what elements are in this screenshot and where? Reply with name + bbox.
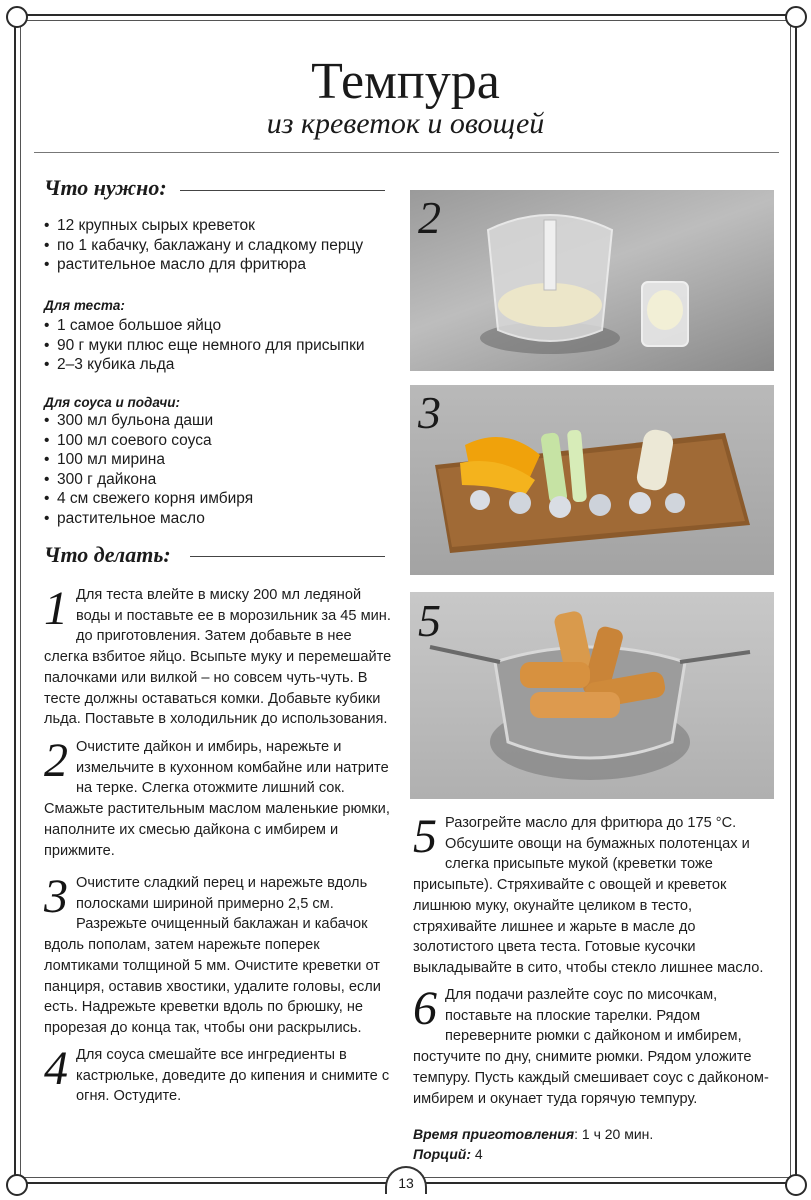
portions <box>413 1144 483 1164</box>
ingredients-heading-rule <box>180 190 385 191</box>
step-text: Для соуса смешайте все ингредиенты в кастрюльке, доведите до кипения и снимите с огня. Остудите. <box>76 1047 390 1105</box>
title-divider <box>34 152 779 153</box>
corner-ornament <box>785 1174 807 1196</box>
step-text: Для подачи разлейте соус по мисочкам, поставьте на плоские тарелки. Рядом переверните рюмки с дайконом и имбирем, постучите по дну, снимите рюмки. Рядом уложите темпуру. Пусть каждый смешивает соус с дайконом-имбирем и окунает туда горячую темпуру. <box>413 987 769 1107</box>
photo-step-5 <box>410 592 774 799</box>
tempura-photo-illustration <box>410 592 774 799</box>
batter-list <box>44 316 365 375</box>
batter-subheading: Для теста: <box>44 298 125 313</box>
prep-time <box>413 1124 653 1144</box>
photo-number: 2 <box>418 192 441 243</box>
portions-label: Порций: <box>413 1146 471 1162</box>
page-number: 13 <box>385 1166 427 1194</box>
step-6 <box>413 982 773 1109</box>
list-item: • 90 г муки плюс еще немного для присыпки <box>44 336 365 356</box>
step-number: 6 <box>413 982 437 1035</box>
sauce-list <box>44 411 253 529</box>
step-4 <box>44 1042 396 1107</box>
step-text: Очистите дайкон и имбирь, нарежьте и измельчите в кухонном комбайне или натрите на терке. Слегка отожмите лишний сок. Смажьте растительным маслом маленькие рюмки, наполните их смесью дайкона с имбирем и прижмите. <box>44 739 390 859</box>
list-item: • 100 мл соевого соуса <box>44 431 253 451</box>
list-item: • 300 г дайкона <box>44 470 253 490</box>
list-item: • растительное масло <box>44 509 253 529</box>
list-item: • растительное масло для фритюра <box>44 255 363 275</box>
list-item: • по 1 кабачку, баклажану и сладкому перцу <box>44 236 363 256</box>
step-number: 5 <box>413 810 437 863</box>
corner-ornament <box>6 6 28 28</box>
list-item: • 1 самое большое яйцо <box>44 316 365 336</box>
corner-ornament <box>785 6 807 28</box>
board-photo-illustration <box>410 385 774 575</box>
corner-ornament <box>6 1174 28 1196</box>
method-heading-rule <box>190 556 385 557</box>
step-number: 2 <box>44 734 68 787</box>
step-number: 3 <box>44 870 68 923</box>
step-number: 1 <box>44 582 68 635</box>
list-item: • 100 мл мирина <box>44 450 253 470</box>
list-item: • 300 мл бульона даши <box>44 411 253 431</box>
list-item: • 2–3 кубика льда <box>44 355 365 375</box>
photo-step-2 <box>410 190 774 371</box>
photo-step-3 <box>410 385 774 575</box>
step-number: 4 <box>44 1042 68 1095</box>
list-item: • 4 см свежего корня имбиря <box>44 489 253 509</box>
prep-time-value: : 1 ч 20 мин. <box>574 1126 654 1142</box>
step-text: Для теста влейте в миску 200 мл ледяной воды и поставьте ее в морозильник за 45 мин. до приготовления. Затем добавьте в нее слегка взбитое яйцо. Всыпьте муку и перемешайте палочками или вилкой – но совсем чуть-чуть. В тесте должны оставаться комки. Добавьте кубики льда. Поставьте в холодильник до использования. <box>44 587 392 728</box>
step-text: Разогрейте масло для фритюра до 175 °C. Обсушите овощи на бумажных полотенцах и слегка присыпьте мукой (креветки тоже присыпьте). Стряхивайте с овощей и креветок лишнюю муку, окунайте целиком в тесто, стряхивайте лишнее и жарьте в масле до золотистого цвета теста. Готовые кусочки выкладывайте в сито, чтобы стекло лишнее масло. <box>413 815 764 976</box>
recipe-subtitle: из креветок и овощей <box>266 107 545 140</box>
ingredients-main-list <box>44 216 363 275</box>
step-3 <box>44 870 396 1039</box>
step-1 <box>44 582 396 730</box>
photo-number: 5 <box>418 595 441 646</box>
step-text: Очистите сладкий перец и нарежьте вдоль полосками шириной примерно 2,5 см. Разрежьте очищенный баклажан и кабачок вдоль пополам, затем нарежьте поперек ломтиками толщиной 5 мм. Очистите креветки от панциря, оставив хвостики, удалите головы, если есть. Надрежьте креветки вдоль по брюшку, не прорезая до конца так, чтобы они раскрылись. <box>44 875 381 1036</box>
list-item: • 12 крупных сырых креветок <box>44 216 363 236</box>
ingredients-heading: Что нужно: <box>44 175 167 200</box>
photo-number: 3 <box>418 387 441 438</box>
blender-photo-illustration <box>410 190 774 371</box>
recipe-title: Темпура <box>311 53 500 110</box>
portions-value: 4 <box>470 1146 483 1162</box>
sauce-subheading: Для соуса и подачи: <box>44 395 180 410</box>
step-2 <box>44 734 396 861</box>
method-heading: Что делать: <box>44 542 171 567</box>
prep-time-label: Время приготовления <box>413 1126 575 1142</box>
step-5 <box>413 810 773 979</box>
